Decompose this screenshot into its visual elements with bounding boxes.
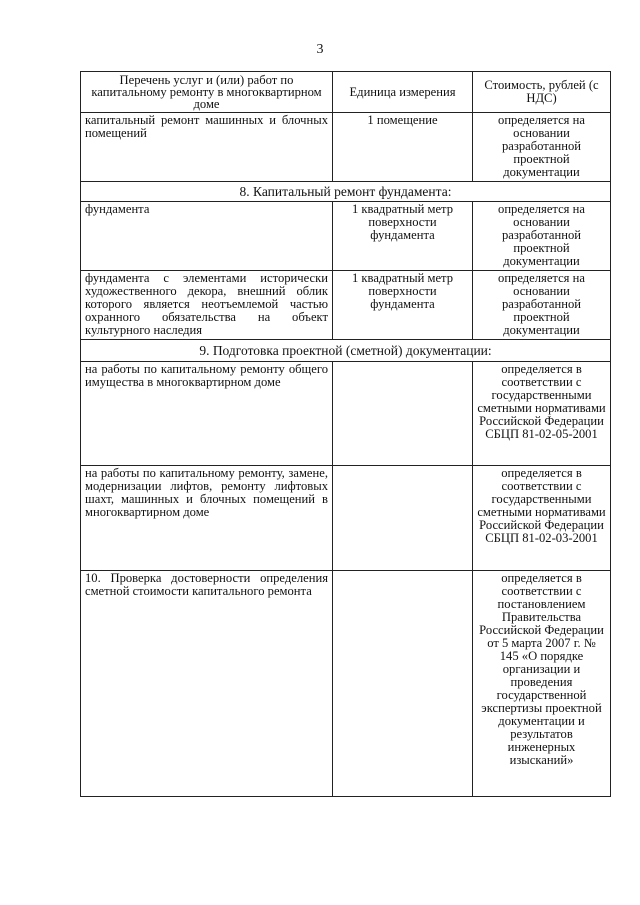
- table-row: [81, 571, 611, 797]
- cost-cell: определяется в соответствии с государственными сметными нормативами Российской Федерации СБЦП 81-02-05-2001: [473, 362, 611, 466]
- unit-cell: [333, 571, 473, 797]
- unit-cell: 1 квадратный метр поверхности фундамента: [333, 202, 473, 271]
- unit-cell: 1 квадратный метр поверхности фундамента: [333, 271, 473, 340]
- unit-cell: [333, 466, 473, 571]
- section-title: 9. Подготовка проектной (сметной) документации:: [81, 340, 611, 362]
- header-services: Перечень услуг и (или) работ по капитальному ремонту в многоквартирном доме: [81, 72, 333, 113]
- section-row: [81, 340, 611, 362]
- table-header-row: [81, 72, 611, 113]
- cost-cell: определяется на основании разработанной проектной документации: [473, 271, 611, 340]
- service-cell: фундамента: [81, 202, 333, 271]
- table-row: [81, 113, 611, 182]
- table-row: [81, 202, 611, 271]
- cost-cell: определяется в соответствии с постановлением Правительства Российской Федерации от 5 марта 2007 г. № 145 «О порядке организации и проведения государственной экспертизы проектной документации и результатов инженерных изысканий»: [473, 571, 611, 797]
- cost-cell: определяется на основании разработанной проектной документации: [473, 113, 611, 182]
- section-row: [81, 182, 611, 202]
- header-cost: Стоимость, рублей (с НДС): [473, 72, 611, 113]
- service-cell: на работы по капитальному ремонту общего имущества в многоквартирном доме: [81, 362, 333, 466]
- table-row: [81, 466, 611, 571]
- table-row: [81, 362, 611, 466]
- page-number: 3: [316, 42, 324, 57]
- section-title: 8. Капитальный ремонт фундамента:: [81, 182, 611, 202]
- unit-cell: [333, 362, 473, 466]
- header-unit: Единица измерения: [333, 72, 473, 113]
- service-cell: на работы по капитальному ремонту, замене, модернизации лифтов, ремонту лифтовых шахт, машинных и блочных помещений в многоквартирном доме: [81, 466, 333, 571]
- capital-repair-cost-table: [80, 71, 611, 797]
- cost-cell: определяется на основании разработанной проектной документации: [473, 202, 611, 271]
- unit-cell: 1 помещение: [333, 113, 473, 182]
- service-cell: капитальный ремонт машинных и блочных помещений: [81, 113, 333, 182]
- table-row: [81, 271, 611, 340]
- cost-cell: определяется в соответствии с государственными сметными нормативами Российской Федерации СБЦП 81-02-03-2001: [473, 466, 611, 571]
- service-cell: фундамента с элементами исторически художественного декора, внешний облик которого является неотъемлемой частью охранного обязательства на объект культурного наследия: [81, 271, 333, 340]
- service-cell: 10. Проверка достоверности определения сметной стоимости капитального ремонта: [81, 571, 333, 797]
